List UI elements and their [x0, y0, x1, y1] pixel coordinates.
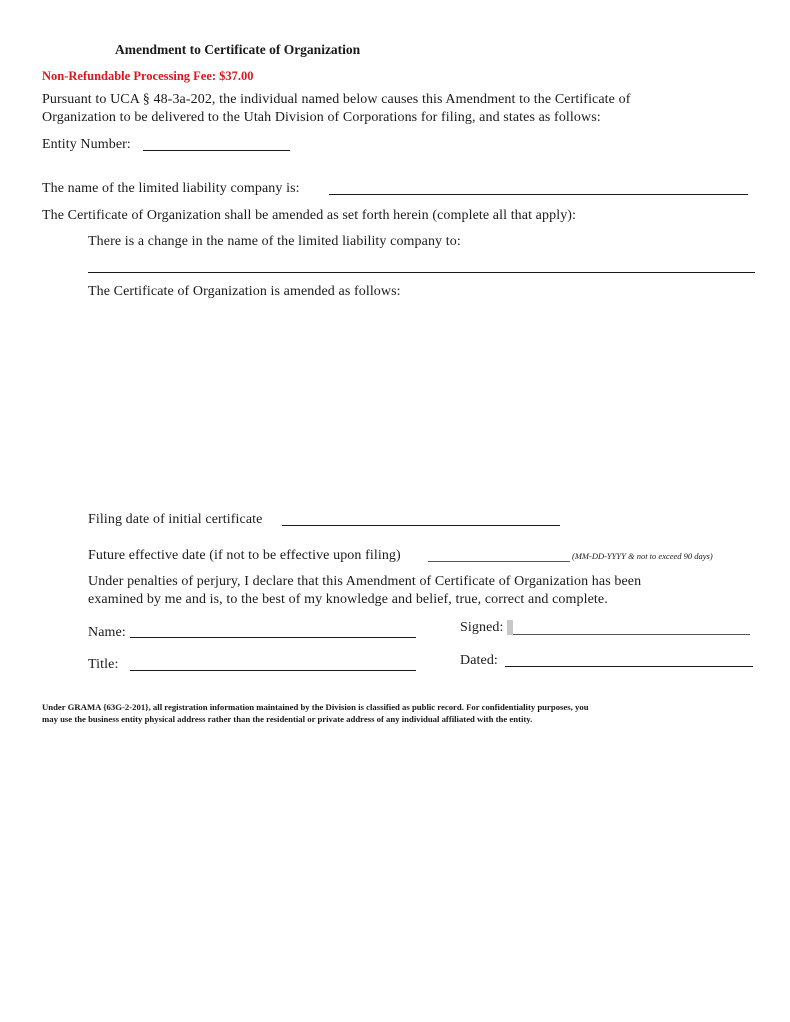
filing-date-field[interactable] [282, 525, 560, 526]
amend-instruction: The Certificate of Organization shall be amended as set forth herein (complete all that apply): [42, 208, 577, 223]
name-field[interactable] [130, 637, 416, 638]
future-effective-date-note: (MM-DD-YYYY & not to exceed 90 days) [572, 551, 713, 561]
dated-label: Dated: [460, 653, 498, 668]
future-effective-date-label: Future effective date (if not to be effective upon filing) [88, 548, 401, 563]
form-title: Amendment to Certificate of Organization [115, 42, 361, 57]
future-effective-date-field[interactable] [428, 561, 570, 562]
amendment-label: The Certificate of Organization is amended as follows: [88, 284, 401, 299]
processing-fee: Non-Refundable Processing Fee: $37.00 [42, 69, 254, 83]
llc-name-label: The name of the limited liability company is: [42, 181, 300, 196]
filing-date-label: Filing date of initial certificate [88, 512, 263, 527]
name-change-field[interactable] [88, 272, 755, 273]
name-label: Name: [88, 625, 126, 640]
dated-field[interactable] [505, 666, 753, 667]
llc-name-field[interactable] [329, 194, 748, 195]
grama-notice-line-2: may use the business entity physical address rather than the residential or private address of any individual affiliated with the entity. [42, 714, 533, 724]
signature-cursor [507, 620, 513, 635]
amendment-text-area[interactable] [88, 305, 753, 500]
grama-notice [42, 701, 752, 725]
signature-field[interactable] [513, 634, 750, 635]
entity-number-label: Entity Number: [42, 137, 131, 152]
title-field[interactable] [130, 670, 416, 671]
perjury-line-2: examined by me and is, to the best of my knowledge and belief, true, correct and complete. [88, 592, 608, 607]
grama-notice-line-1: Under GRAMA {63G-2-201}, all registration information maintained by the Division is classified as public record. For confidentiality purposes, you [42, 702, 589, 712]
perjury-line-1: Under penalties of perjury, I declare that this Amendment of Certificate of Organization has been [88, 574, 642, 589]
entity-number-field[interactable] [143, 150, 290, 151]
title-label: Title: [88, 657, 119, 672]
intro-line-1: Pursuant to UCA § 48-3a-202, the individual named below causes this Amendment to the Certificate of [42, 92, 631, 107]
name-change-label: There is a change in the name of the limited liability company to: [88, 234, 461, 249]
signed-label: Signed: [460, 620, 504, 635]
intro-line-2: Organization to be delivered to the Utah Division of Corporations for filing, and states as follows: [42, 110, 601, 125]
